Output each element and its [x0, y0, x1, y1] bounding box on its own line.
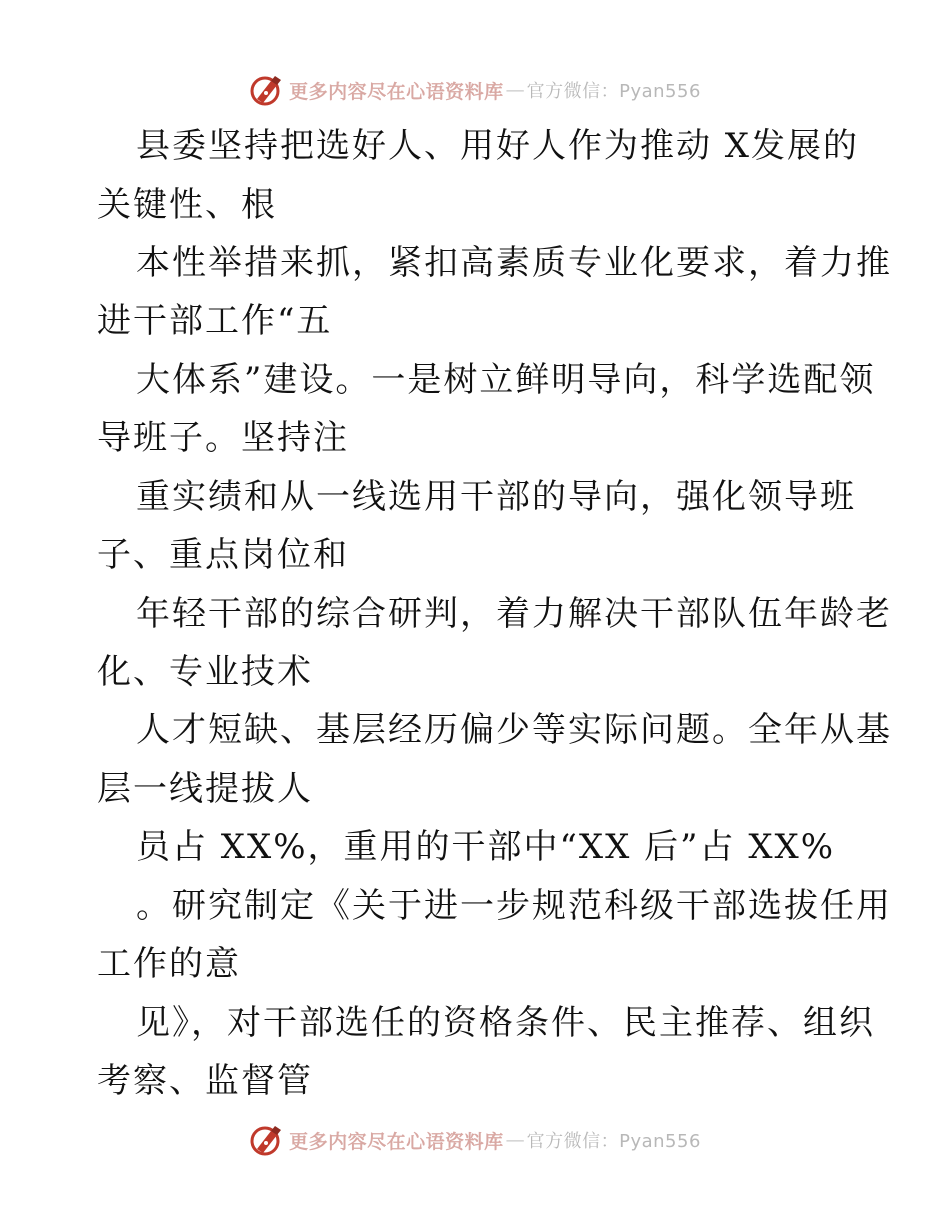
text-line: 。研究制定《关于进一步规范科级干部选拔任用 [136, 886, 892, 926]
pen-logo-icon [249, 1123, 283, 1157]
footer-watermark-banner [0, 1120, 950, 1160]
banner-sub-text: 官方微信：Pyan556 [526, 81, 701, 102]
text-line: 化、专业技术 [97, 652, 313, 692]
text-line: 大体系”建设。一是树立鲜明导向，科学选配领 [136, 360, 876, 400]
text-line: 员占 XX%，重用的干部中“XX 后”占 XX% [136, 827, 836, 867]
banner-sub-text: 官方微信：Pyan556 [526, 1131, 701, 1152]
text-line: 重实绩和从一线选用干部的导向，强化领导班 [136, 477, 856, 517]
text-line: 工作的意 [97, 944, 241, 984]
text-line: 本性举措来抓，紧扣高素质专业化要求，着力推 [136, 243, 892, 283]
banner-main-text: 更多内容尽在心语资料库 [289, 80, 504, 103]
text-line: 导班子。坚持注 [97, 418, 349, 458]
banner-main-text: 更多内容尽在心语资料库 [289, 1130, 504, 1153]
text-line: 考察、监督管 [97, 1061, 313, 1101]
text-line: 关键性、根 [97, 185, 277, 225]
banner-dash: — [505, 1129, 525, 1151]
text-line: 进干部工作“五 [97, 301, 333, 341]
text-line: 见》，对干部选任的资格条件、民主推荐、组织 [136, 1003, 875, 1043]
text-line: 层一线提拔人 [97, 769, 313, 809]
banner-dash: — [505, 79, 525, 101]
text-line: 子、重点岗位和 [97, 535, 349, 575]
text-line: 年轻干部的综合研判，着力解决干部队伍年龄老 [136, 594, 892, 634]
text-line: 人才短缺、基层经历偏少等实际问题。全年从基 [136, 710, 892, 750]
text-line: 县委坚持把选好人、用好人作为推动 X发展的 [136, 126, 860, 166]
